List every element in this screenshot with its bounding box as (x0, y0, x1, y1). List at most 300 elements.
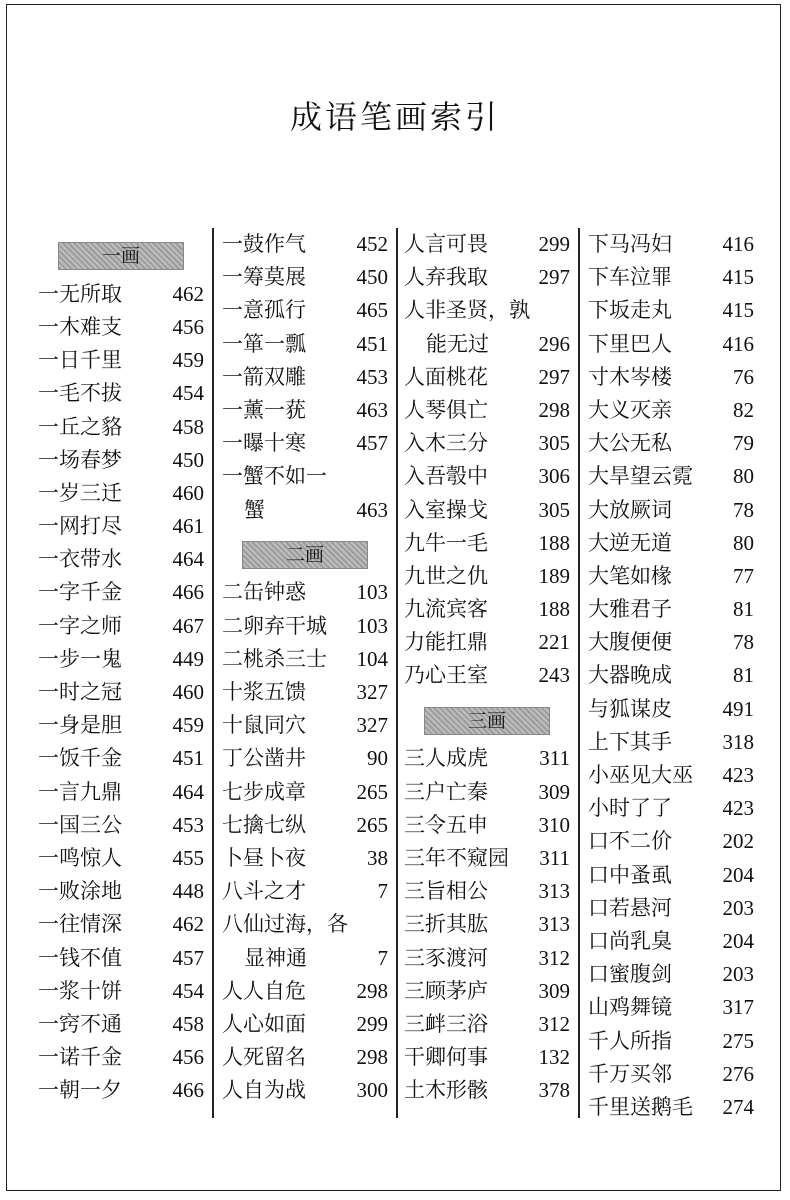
idiom-name: 口蜜腹剑 (588, 962, 672, 987)
stroke-section-header (404, 693, 570, 743)
section-header-label: 一画 (58, 242, 184, 270)
idiom-name: 小时了了 (588, 796, 672, 821)
page-number: 90 (367, 746, 388, 771)
page-number: 313 (538, 879, 570, 904)
idiom-entry (404, 394, 570, 427)
idiom-name: 人人自危 (222, 978, 306, 1003)
idiom-name: 入吾彀中 (404, 464, 488, 489)
idiom-name: 八仙过海，各 (222, 912, 348, 937)
idiom-name: 入木三分 (404, 431, 488, 456)
idiom-entry (404, 560, 570, 593)
page-number: 132 (538, 1045, 570, 1070)
idiom-name: 山鸡舞镜 (588, 995, 672, 1020)
idiom-name: 三折其肱 (404, 912, 488, 937)
idiom-entry (38, 1074, 204, 1107)
idiom-entry (222, 842, 388, 875)
idiom-name: 丁公凿井 (222, 746, 306, 771)
page-number: 203 (722, 895, 754, 920)
idiom-name: 一箪一瓢 (222, 331, 306, 356)
idiom-name: 一言九鼎 (38, 779, 122, 804)
page-number: 453 (356, 364, 388, 389)
idiom-name: 千人所指 (588, 1028, 672, 1053)
idiom-name: 七步成章 (222, 779, 306, 804)
page-number: 465 (356, 298, 388, 323)
idiom-name: 一蟹不如一 (222, 464, 327, 489)
idiom-name: 一时之冠 (38, 680, 122, 705)
page-number: 450 (172, 447, 204, 472)
page-number: 203 (722, 962, 754, 987)
idiom-name: 人琴俱亡 (404, 397, 488, 422)
idiom-entry (404, 942, 570, 975)
column-divider (212, 228, 214, 1118)
page-number: 460 (172, 480, 204, 505)
page-number: 423 (722, 796, 754, 821)
idiom-name: 一鼓作气 (222, 232, 306, 256)
idiom-entry (222, 427, 388, 460)
page-number: 378 (538, 1078, 570, 1103)
idiom-entry (38, 842, 204, 875)
idiom-entry (38, 543, 204, 576)
idiom-name: 人非圣贤，孰 (404, 298, 530, 323)
idiom-name: 下坂走丸 (588, 298, 672, 323)
page-number: 265 (356, 779, 388, 804)
idiom-name: 力能扛鼎 (404, 630, 488, 655)
idiom-entry (588, 294, 754, 327)
idiom-name: 一毛不拔 (38, 381, 122, 406)
idiom-entry (38, 1041, 204, 1074)
idiom-name: 大放厥词 (588, 497, 672, 522)
idiom-name: 三令五申 (404, 812, 488, 837)
idiom-entry (222, 1074, 388, 1107)
idiom-entry (588, 328, 754, 361)
index-column-1 (38, 228, 204, 1107)
page-number: 466 (172, 580, 204, 605)
idiom-entry (404, 228, 570, 261)
idiom-name: 能无过 (426, 331, 489, 356)
column-divider (578, 228, 580, 1118)
page-number: 78 (733, 630, 754, 655)
idiom-name: 一场春梦 (38, 447, 122, 472)
idiom-entry (404, 460, 570, 493)
idiom-entry (588, 925, 754, 958)
page-number: 467 (172, 613, 204, 638)
idiom-entry (404, 361, 570, 394)
idiom-name: 二桃杀三士 (222, 646, 327, 671)
idiom-entry (38, 875, 204, 908)
idiom-name: 一步一鬼 (38, 646, 122, 671)
index-column-2 (222, 228, 388, 1107)
page-number: 463 (356, 497, 388, 522)
page-number: 311 (539, 845, 570, 870)
idiom-entry (38, 311, 204, 344)
page-number: 297 (538, 364, 570, 389)
page-number: 298 (356, 1045, 388, 1070)
page-number: 327 (356, 680, 388, 705)
idiom-name: 一筹莫展 (222, 265, 306, 290)
idiom-name: 口不二价 (588, 829, 672, 854)
idiom-entry (38, 610, 204, 643)
page-number: 462 (172, 281, 204, 306)
idiom-entry (404, 328, 570, 361)
page-number: 276 (722, 1061, 754, 1086)
idiom-entry (404, 975, 570, 1008)
idiom-entry (38, 809, 204, 842)
idiom-entry (38, 975, 204, 1008)
idiom-entry (222, 361, 388, 394)
idiom-entry (38, 676, 204, 709)
page-number: 204 (722, 862, 754, 887)
idiom-entry (588, 427, 754, 460)
page-number: 450 (356, 265, 388, 290)
idiom-name: 大雅君子 (588, 597, 672, 622)
page-number: 265 (356, 812, 388, 837)
idiom-entry (404, 1041, 570, 1074)
idiom-name: 一窍不通 (38, 1011, 122, 1036)
page-number: 243 (538, 663, 570, 688)
idiom-name: 一岁三迁 (38, 480, 122, 505)
idiom-name: 一日千里 (38, 348, 122, 373)
page-number: 82 (733, 397, 754, 422)
idiom-entry (588, 726, 754, 759)
page-number: 458 (172, 414, 204, 439)
idiom-name: 一败涂地 (38, 879, 122, 904)
idiom-name: 一饭千金 (38, 746, 122, 771)
idiom-entry (404, 875, 570, 908)
idiom-entry (222, 875, 388, 908)
idiom-name: 人死留名 (222, 1045, 306, 1070)
page-number: 415 (722, 265, 754, 290)
idiom-name: 一浆十饼 (38, 978, 122, 1003)
page-number: 299 (356, 1011, 388, 1036)
idiom-name: 一朝一夕 (38, 1078, 122, 1103)
idiom-entry (588, 792, 754, 825)
idiom-entry (588, 759, 754, 792)
idiom-entry (588, 527, 754, 560)
idiom-entry (222, 610, 388, 643)
page-number: 305 (538, 431, 570, 456)
idiom-entry (38, 411, 204, 444)
page-number: 460 (172, 680, 204, 705)
page-number: 416 (722, 232, 754, 256)
idiom-name: 一诺千金 (38, 1045, 122, 1070)
idiom-name: 一网打尽 (38, 514, 122, 539)
page-number: 78 (733, 497, 754, 522)
idiom-name: 下里巴人 (588, 331, 672, 356)
page-number: 275 (722, 1028, 754, 1053)
page-number: 188 (538, 597, 570, 622)
page-number: 458 (172, 1011, 204, 1036)
page-number: 415 (722, 298, 754, 323)
idiom-name: 九牛一毛 (404, 530, 488, 555)
page-number: 80 (733, 464, 754, 489)
idiom-entry (588, 1025, 754, 1058)
idiom-name: 八斗之才 (222, 879, 306, 904)
page-number: 312 (538, 1011, 570, 1036)
idiom-name: 与狐谋皮 (588, 696, 672, 721)
page-number: 104 (356, 646, 388, 671)
idiom-name: 九流宾客 (404, 597, 488, 622)
idiom-name: 一身是胆 (38, 713, 122, 738)
page-number: 305 (538, 497, 570, 522)
page-number: 298 (538, 397, 570, 422)
idiom-entry (588, 958, 754, 991)
page-number: 310 (538, 812, 570, 837)
idiom-entry (404, 626, 570, 659)
idiom-entry (222, 576, 388, 609)
idiom-entry (404, 261, 570, 294)
idiom-name: 口中蚤虱 (588, 862, 672, 887)
index-column-4 (588, 228, 754, 1124)
page-number: 103 (356, 580, 388, 605)
idiom-entry (222, 975, 388, 1008)
idiom-entry (588, 593, 754, 626)
idiom-name: 三户亡秦 (404, 779, 488, 804)
idiom-name: 一衣带水 (38, 547, 122, 572)
idiom-entry (38, 344, 204, 377)
idiom-name: 大笔如椽 (588, 563, 672, 588)
page-number: 459 (172, 713, 204, 738)
idiom-entry (38, 477, 204, 510)
idiom-name: 入室操戈 (404, 497, 488, 522)
idiom-entry (38, 278, 204, 311)
page-number: 7 (377, 945, 388, 970)
page-number: 464 (172, 779, 204, 804)
idiom-entry (222, 328, 388, 361)
page-title: 成语笔画索引 (289, 98, 500, 136)
idiom-entry (404, 1008, 570, 1041)
page-number: 462 (172, 912, 204, 937)
idiom-name: 十鼠同穴 (222, 713, 306, 738)
idiom-entry (222, 394, 388, 427)
page-number: 318 (722, 729, 754, 754)
page-number: 79 (733, 431, 754, 456)
idiom-name: 下车泣罪 (588, 265, 672, 290)
page-number: 327 (356, 713, 388, 738)
idiom-entry (222, 1041, 388, 1074)
stroke-section-header (38, 228, 204, 278)
idiom-name: 一无所取 (38, 281, 122, 306)
idiom-name: 一往情深 (38, 912, 122, 937)
page-number: 455 (172, 845, 204, 870)
idiom-name: 显神通 (244, 945, 307, 970)
page-number: 457 (356, 431, 388, 456)
page-number: 463 (356, 397, 388, 422)
page-number: 189 (538, 563, 570, 588)
idiom-name: 土木形骸 (404, 1078, 488, 1103)
idiom-entry (38, 643, 204, 676)
idiom-entry (588, 859, 754, 892)
idiom-entry (588, 261, 754, 294)
idiom-entry (404, 593, 570, 626)
idiom-entry (588, 394, 754, 427)
idiom-name: 三衅三浴 (404, 1011, 488, 1036)
page-number: 491 (722, 696, 754, 721)
page-number: 188 (538, 530, 570, 555)
page-number: 81 (733, 663, 754, 688)
idiom-name: 大义灭亲 (588, 397, 672, 422)
idiom-entry (38, 942, 204, 975)
page-number: 313 (538, 912, 570, 937)
idiom-entry (222, 494, 388, 527)
idiom-name: 人弃我取 (404, 265, 488, 290)
idiom-entry (38, 444, 204, 477)
idiom-entry (588, 626, 754, 659)
page-number: 299 (538, 232, 570, 256)
page-number: 202 (722, 829, 754, 854)
section-header-label: 三画 (424, 707, 550, 735)
idiom-name: 大逆无道 (588, 530, 672, 555)
page-number: 456 (172, 314, 204, 339)
idiom-entry (38, 576, 204, 609)
idiom-name: 三年不窥园 (404, 845, 509, 870)
page-number: 461 (172, 514, 204, 539)
idiom-name: 九世之仇 (404, 563, 488, 588)
idiom-name: 蟹 (244, 497, 265, 522)
page-number: 81 (733, 597, 754, 622)
page-number: 103 (356, 613, 388, 638)
page-number: 306 (538, 464, 570, 489)
idiom-entry (38, 742, 204, 775)
idiom-entry (404, 494, 570, 527)
idiom-entry (588, 361, 754, 394)
idiom-name: 干卿何事 (404, 1045, 488, 1070)
stroke-section-header (222, 527, 388, 577)
idiom-entry (588, 494, 754, 527)
idiom-name: 三旨相公 (404, 879, 488, 904)
page-number: 204 (722, 928, 754, 953)
idiom-entry (222, 776, 388, 809)
idiom-entry (38, 709, 204, 742)
idiom-name: 二缶钟惑 (222, 580, 306, 605)
page-number: 77 (733, 563, 754, 588)
idiom-name: 人面桃花 (404, 364, 488, 389)
idiom-name: 大腹便便 (588, 630, 672, 655)
page-number: 416 (722, 331, 754, 356)
idiom-entry (222, 261, 388, 294)
idiom-name: 口若悬河 (588, 895, 672, 920)
idiom-entry (222, 908, 388, 941)
page-number: 80 (733, 530, 754, 555)
column-divider (396, 228, 398, 1118)
idiom-entry (404, 842, 570, 875)
page-number: 456 (172, 1045, 204, 1070)
idiom-entry (404, 294, 570, 327)
idiom-entry (404, 1074, 570, 1107)
idiom-name: 三人成虎 (404, 746, 488, 771)
idiom-entry (38, 377, 204, 410)
idiom-entry (404, 908, 570, 941)
idiom-entry (38, 1008, 204, 1041)
idiom-name: 一国三公 (38, 812, 122, 837)
page-number: 452 (356, 232, 388, 256)
idiom-name: 一曝十寒 (222, 431, 306, 456)
page-number: 300 (356, 1078, 388, 1103)
idiom-name: 二卵弃干城 (222, 613, 327, 638)
idiom-entry (404, 427, 570, 460)
page-number: 297 (538, 265, 570, 290)
idiom-entry (588, 991, 754, 1024)
idiom-entry (222, 228, 388, 261)
idiom-entry (38, 510, 204, 543)
page-number: 466 (172, 1078, 204, 1103)
idiom-name: 一意孤行 (222, 298, 306, 323)
page-number: 38 (367, 845, 388, 870)
idiom-entry (404, 527, 570, 560)
idiom-entry (222, 709, 388, 742)
idiom-entry (404, 742, 570, 775)
idiom-entry (588, 1058, 754, 1091)
idiom-name: 一钱不值 (38, 945, 122, 970)
idiom-entry (222, 942, 388, 975)
idiom-name: 卜昼卜夜 (222, 845, 306, 870)
page-number: 459 (172, 348, 204, 373)
idiom-entry (38, 776, 204, 809)
idiom-name: 大公无私 (588, 431, 672, 456)
idiom-entry (588, 560, 754, 593)
page-number: 454 (172, 381, 204, 406)
idiom-entry (588, 892, 754, 925)
idiom-name: 一木难支 (38, 314, 122, 339)
idiom-entry (222, 643, 388, 676)
page-number: 423 (722, 763, 754, 787)
idiom-name: 一薰一莸 (222, 397, 306, 422)
idiom-name: 一箭双雕 (222, 364, 306, 389)
idiom-name: 小巫见大巫 (588, 763, 693, 787)
idiom-name: 人自为战 (222, 1078, 306, 1103)
page-number: 453 (172, 812, 204, 837)
page-number: 309 (538, 978, 570, 1003)
page-number: 451 (172, 746, 204, 771)
idiom-entry (588, 1091, 754, 1124)
idiom-entry (222, 294, 388, 327)
idiom-name: 上下其手 (588, 729, 672, 754)
page-number: 309 (538, 779, 570, 804)
section-header-label: 二画 (242, 541, 368, 569)
idiom-name: 三顾茅庐 (404, 978, 488, 1003)
idiom-entry (222, 809, 388, 842)
page-number: 449 (172, 646, 204, 671)
idiom-name: 口尚乳臭 (588, 928, 672, 953)
page-number: 7 (377, 879, 388, 904)
idiom-name: 千里送鹅毛 (588, 1094, 693, 1119)
idiom-entry (222, 460, 388, 493)
idiom-entry (588, 693, 754, 726)
idiom-name: 人心如面 (222, 1011, 306, 1036)
idiom-name: 千万买邻 (588, 1061, 672, 1086)
idiom-entry (222, 1008, 388, 1041)
idiom-entry (38, 908, 204, 941)
idiom-entry (588, 659, 754, 692)
idiom-name: 一字之师 (38, 613, 122, 638)
page-number: 221 (538, 630, 570, 655)
page-number: 448 (172, 879, 204, 904)
page-number: 311 (539, 746, 570, 771)
page-number: 464 (172, 547, 204, 572)
idiom-entry (222, 742, 388, 775)
idiom-name: 大旱望云霓 (588, 464, 693, 489)
idiom-entry (404, 776, 570, 809)
idiom-name: 寸木岑楼 (588, 364, 672, 389)
idiom-entry (222, 676, 388, 709)
page-number: 454 (172, 978, 204, 1003)
idiom-entry (588, 228, 754, 261)
idiom-name: 三豕渡河 (404, 945, 488, 970)
idiom-entry (404, 659, 570, 692)
page-number: 312 (538, 945, 570, 970)
idiom-name: 十浆五馈 (222, 680, 306, 705)
index-column-3 (404, 228, 570, 1107)
idiom-name: 人言可畏 (404, 232, 488, 256)
